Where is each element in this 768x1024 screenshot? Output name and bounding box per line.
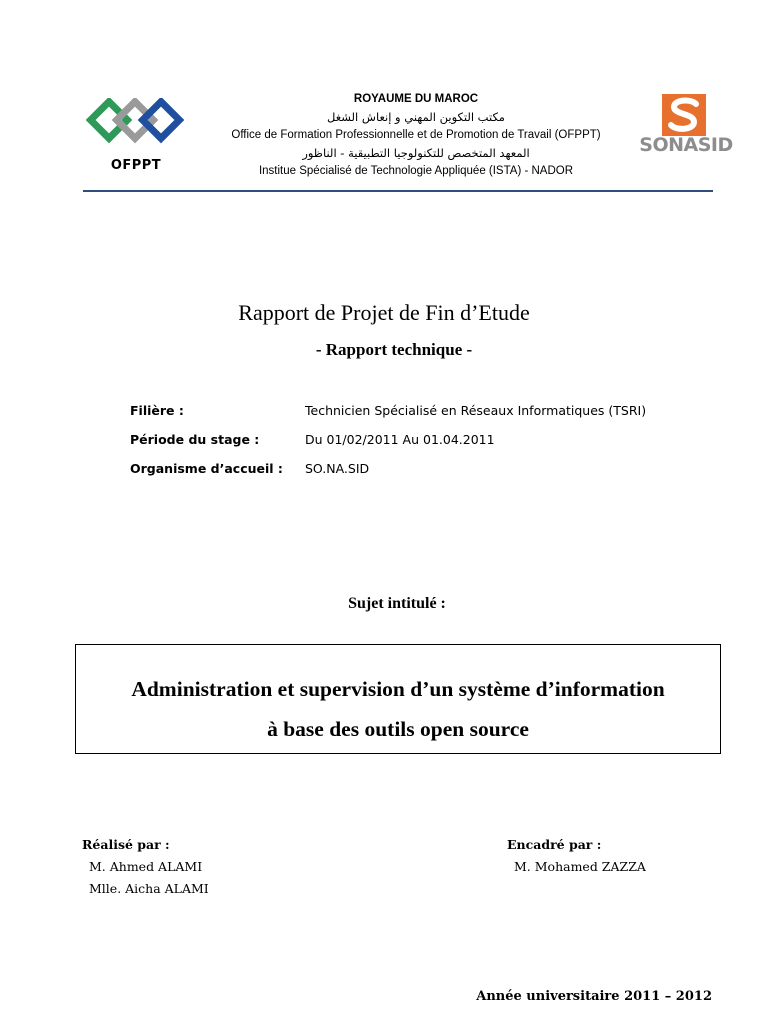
info-label: Période du stage :	[130, 432, 260, 447]
info-row-organisme	[130, 461, 690, 490]
sonasid-emblem-icon	[662, 94, 706, 136]
header-divider	[83, 190, 713, 192]
encadre-par-block	[507, 834, 646, 878]
institute-line: Institue Spécialisé de Technologie Appliquée (ISTA) - NADOR	[258, 165, 574, 177]
arabic-institute-line: المعهد المتخصص للتكنولوجيا التطبيقية - الناظور	[302, 146, 530, 160]
internship-info	[130, 403, 690, 490]
academic-year: Année universitaire 2011 – 2012	[476, 989, 712, 1004]
kingdom-line: ROYAUME DU MAROC	[353, 93, 479, 105]
sonasid-label: SONASID	[639, 134, 733, 156]
author-name: Mlle. Aicha ALAMI	[89, 881, 209, 896]
subject-line-2: à base des outils open source	[267, 717, 529, 741]
author-name: M. Ahmed ALAMI	[89, 859, 203, 874]
info-label: Filière :	[130, 403, 184, 418]
info-label: Organisme d’accueil :	[130, 461, 283, 476]
arabic-office-line: مكتب التكوين المهني و إنعاش الشغل	[327, 110, 505, 124]
subject-line-1: Administration et supervision d’un système d’information	[131, 677, 665, 701]
encadre-heading: Encadré par :	[507, 837, 602, 852]
ofppt-emblem-icon	[86, 98, 186, 156]
info-row-periode	[130, 432, 690, 461]
realise-heading: Réalisé par :	[82, 837, 170, 852]
info-row-filiere	[130, 403, 690, 432]
realise-par-block	[82, 834, 209, 900]
subject-box	[75, 644, 721, 754]
subject-heading: Sujet intitulé :	[348, 595, 446, 612]
info-value: SO.NA.SID	[305, 461, 370, 476]
info-value: Du 01/02/2011 Au 01.04.2011	[305, 432, 495, 447]
ofppt-logo	[86, 98, 186, 180]
report-title: Rapport de Projet de Fin d’Etude	[238, 300, 530, 325]
supervisor-name: M. Mohamed ZAZZA	[514, 859, 646, 874]
office-line: Office de Formation Professionnelle et de Promotion de Travail (OFPPT)	[231, 129, 601, 141]
report-subtitle: - Rapport technique -	[315, 340, 473, 359]
info-value: Technicien Spécialisé en Réseaux Informatiques (TSRI)	[305, 403, 647, 418]
sonasid-logo	[638, 94, 734, 158]
ofppt-label: OFPPT	[110, 158, 162, 173]
header-institution-text	[220, 90, 612, 180]
